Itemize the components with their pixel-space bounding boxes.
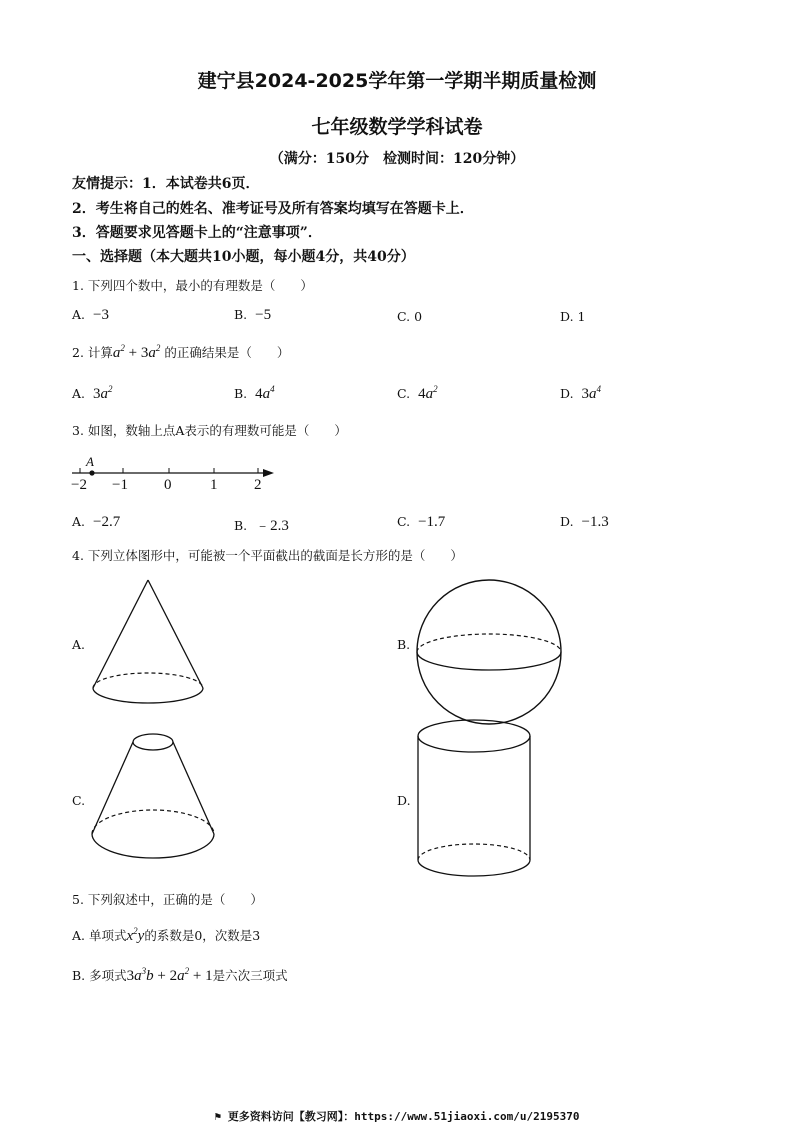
q1-a-label: A. xyxy=(72,307,86,322)
q5-option-a xyxy=(72,926,260,945)
q2-stem-post: 的正确结果是（ ） xyxy=(164,345,290,360)
tip-line-3: 3．答题要求见答题卡上的“注意事项”． xyxy=(72,225,322,241)
q2-option-b xyxy=(234,384,275,403)
q2-option-a xyxy=(72,384,113,403)
q3-stem: 3. 如图，数轴上点A表示的有理数可能是（ ） xyxy=(72,423,347,438)
q1-option-c: C. 0 xyxy=(397,309,423,324)
q3-b-label: B. xyxy=(234,518,248,533)
q1-a-value: −3 xyxy=(93,307,109,323)
frustum-icon xyxy=(90,732,216,862)
footer-text: 更多资料访问【教习网】：https://www.51jiaoxi.com/u/2195370 xyxy=(227,1110,580,1123)
q1-option-b xyxy=(234,307,271,324)
cone-icon xyxy=(90,578,206,702)
q2-d-value: $3a^4$ xyxy=(581,384,602,402)
q2-option-c xyxy=(397,384,438,403)
q3-a-label: A. xyxy=(72,514,86,529)
q3-c-value: −1.7 xyxy=(418,514,446,530)
q3-b-value: ﹣2.3 xyxy=(255,518,289,534)
q3-option-b xyxy=(234,514,289,535)
q5-option-b xyxy=(72,966,288,985)
q2-c-value: $4a^2$ xyxy=(418,384,438,402)
tick-label-2: 2 xyxy=(254,477,262,493)
q5-a-post: 的系数是0，次数是3 xyxy=(144,928,261,943)
tick-label-minus1: −1 xyxy=(112,477,128,493)
q2-option-d xyxy=(560,384,601,403)
cylinder-icon xyxy=(416,718,534,880)
q5-b-expression: $3a^3b + 2a^2 + 1$ xyxy=(126,966,213,984)
point-a-label: A xyxy=(86,454,94,469)
tick-label-0: 0 xyxy=(164,477,172,493)
q5-b-pre: B. 多项式 xyxy=(72,968,127,983)
footer-link[interactable] xyxy=(0,1108,794,1124)
q1-stem: 1. 下列四个数中，最小的有理数是（ ） xyxy=(72,278,313,293)
q2-c-label: C. xyxy=(397,386,411,401)
q3-d-value: −1.3 xyxy=(581,514,609,530)
q1-option-d: D. 1 xyxy=(560,309,586,324)
point-a-dot xyxy=(89,470,94,475)
q5-a-pre: A. 单项式 xyxy=(72,928,127,943)
q3-option-a xyxy=(72,514,120,531)
tip-line-2: 2．考生将自己的姓名、准考证号及所有答案均填写在答题卡上． xyxy=(72,201,474,217)
q2-b-value: $4a^4$ xyxy=(255,384,275,402)
q5-stem: 5. 下列叙述中，正确的是（ ） xyxy=(72,892,263,907)
q3-d-label: D. xyxy=(560,514,574,529)
q5-a-expression: $x^2y$ xyxy=(126,926,145,944)
q3-option-c xyxy=(397,514,445,531)
q1-b-value: −5 xyxy=(255,307,272,323)
q3-a-value: −2.7 xyxy=(93,514,121,530)
q2-stem-pre: 2. 计算 xyxy=(72,345,113,360)
q2-expression: $a^2 + 3a^2$ xyxy=(112,343,161,361)
section-heading: 一、选择题（本大题共10小题，每小题4分，共40分） xyxy=(72,249,415,265)
exam-title: 建宁县2024-2025学年第一学期半期质量检测 xyxy=(197,70,597,92)
q4-option-a: A. xyxy=(72,637,86,652)
exam-info: （满分：150分 检测时间：120分钟） xyxy=(269,151,525,167)
q2-stem xyxy=(72,343,289,362)
q2-d-label: D. xyxy=(560,386,574,401)
q5-b-post: 是六次三项式 xyxy=(212,968,288,983)
q4-stem: 4. 下列立体图形中，可能被一个平面截出的截面是长方形的是（ ） xyxy=(72,548,463,563)
flag-icon: ⚑ xyxy=(214,1110,228,1123)
q4-option-c: C. xyxy=(72,793,86,808)
tick-label-1: 1 xyxy=(210,477,218,493)
number-line xyxy=(70,455,285,497)
q4-option-d: D. xyxy=(397,793,411,808)
number-line-arrow xyxy=(263,469,274,477)
q2-a-value: $3a^2$ xyxy=(93,384,113,402)
tip-line-1: 友情提示：1．本试卷共6页． xyxy=(72,176,260,192)
q2-a-label: A. xyxy=(72,386,86,401)
q1-b-label: B. xyxy=(234,307,248,322)
tick-label-minus2: −2 xyxy=(71,477,87,493)
exam-subtitle: 七年级数学学科试卷 xyxy=(311,116,483,138)
q1-option-a xyxy=(72,307,109,324)
q3-option-d xyxy=(560,514,609,531)
q3-c-label: C. xyxy=(397,514,411,529)
q2-b-label: B. xyxy=(234,386,248,401)
q4-option-b: B. xyxy=(397,637,411,652)
sphere-icon xyxy=(415,578,563,726)
